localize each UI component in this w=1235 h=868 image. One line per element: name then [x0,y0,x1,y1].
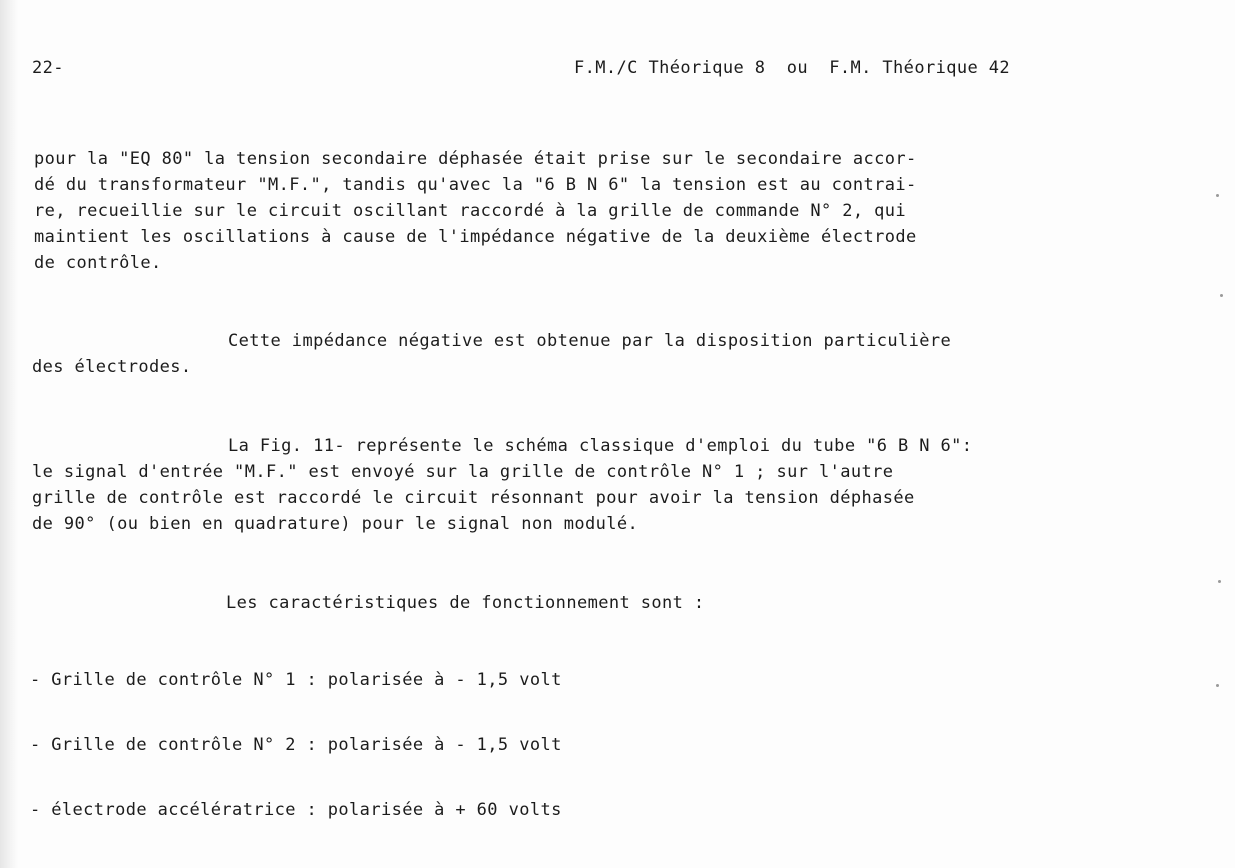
characteristics-intro: Les caractéristiques de fonctionnement sont : [226,593,705,613]
scan-speck [1218,580,1221,583]
scan-speck [1216,194,1219,197]
characteristic-item-grid1: - Grille de contrôle N° 1 : polarisée à - 1,5 volt [30,670,562,690]
characteristic-item-accelerator: - électrode accélératrice : polarisée à + 60 volts [30,800,562,820]
paragraph3-line4: de 90° (ou bien en quadrature) pour le signal non modulé. [32,514,639,534]
paragraph2-line1: Cette impédance négative est obtenue par la disposition particulière [228,331,952,351]
paragraph3-line3: grille de contrôle est raccordé le circuit résonnant pour avoir la tension déphasée [32,488,915,508]
paragraph1-line5: de contrôle. [34,253,162,273]
paragraph3-line1: La Fig. 11- représente le schéma classique d'emploi du tube "6 B N 6": [228,436,973,456]
page-header-title: F.M./C Théorique 8 ou F.M. Théorique 42 [574,58,1011,78]
paragraph1-line4: maintient les oscillations à cause de l'impédance négative de la deuxième électrode [34,227,917,247]
paragraph1-line1: pour la "EQ 80" la tension secondaire déphasée était prise sur le secondaire accor- [34,149,917,169]
paragraph2-line2: des électrodes. [32,357,192,377]
scan-shadow-edge [0,0,18,868]
scan-speck [1216,684,1219,687]
page-number: 22- [32,58,64,78]
paragraph1-line2: dé du transformateur "M.F.", tandis qu'avec la "6 B N 6" la tension est au contrai- [34,175,917,195]
paragraph1-line3: re, recueillie sur le circuit oscillant raccordé à la grille de commande N° 2, qui [34,201,907,221]
paragraph3-line2: le signal d'entrée "M.F." est envoyé sur la grille de contrôle N° 1 ; sur l'autre [32,462,894,482]
scan-speck [1220,294,1223,297]
characteristic-item-grid2: - Grille de contrôle N° 2 : polarisée à - 1,5 volt [30,735,562,755]
